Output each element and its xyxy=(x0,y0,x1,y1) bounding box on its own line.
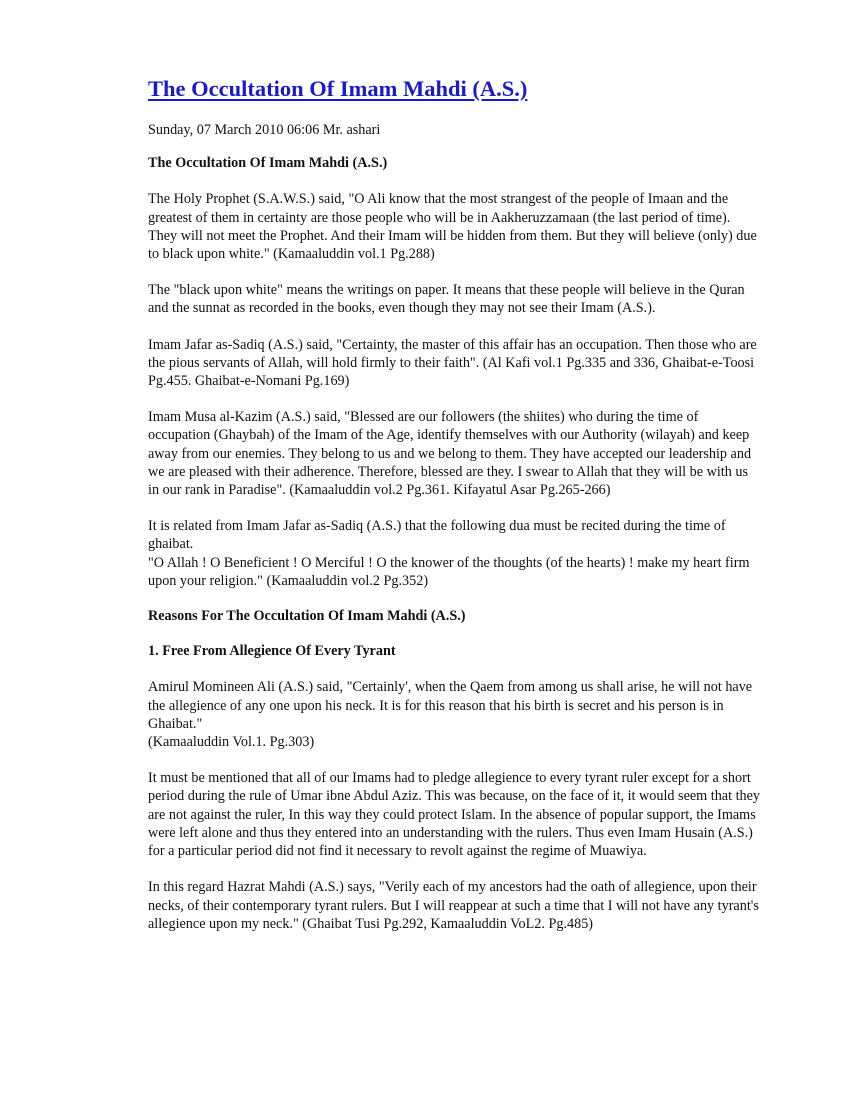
article-meta: Sunday, 07 March 2010 06:06 Mr. ashari xyxy=(148,122,381,138)
subsection-heading-1: 1. Free From Allegience Of Every Tyrant xyxy=(148,643,396,660)
paragraph-6: Amirul Momineen Ali (A.S.) said, "Certainly', when the Qaem from among us shall arise, he will not have the allegience of any one upon his neck. It is for this reason that his birth is secret and his person is in Ghaibat." xyxy=(148,679,753,732)
paragraph-6-citation: (Kamaaluddin Vol.1. Pg.303) xyxy=(148,734,315,751)
paragraph-5-dua: "O Allah ! O Beneficient ! O Merciful ! O the knower of the thoughts (of the hearts) ! make my heart firm upon your religion." (Kamaaluddin vol.2 Pg.352) xyxy=(148,554,750,589)
article-title-link[interactable]: The Occultation Of Imam Mahdi (A.S.) xyxy=(148,76,528,101)
paragraph-5-intro: It is related from Imam Jafar as-Sadiq (A.S.) that the following dua must be recited during the time of ghaibat. xyxy=(148,518,726,553)
paragraph-4: Imam Musa al-Kazim (A.S.) said, "Blessed are our followers (the shiites) who during the time of occupation (Ghaybah) of the Imam of the Age, identify themselves with our Authority (wilayah) and keep away from our enemies. They belong to us and we belong to them. They have accepted our leadership and we are pleased with their adherence. Therefore, blessed are they. I swear to Allah that they will be with us in our rank in Paradise". (Kamaaluddin vol.2 Pg.361. Kifayatul Asar Pg.265-266) xyxy=(148,409,752,499)
paragraph-3: Imam Jafar as-Sadiq (A.S.) said, "Certainty, the master of this affair has an occupation. Then those who are the pious servants of Allah, will hold firmly to their faith". (Al Kafi vol.1 Pg.335 and 336, Ghaibat-e-Toosi Pg.455. Ghaibat-e-Nomani Pg.169) xyxy=(148,336,757,390)
paragraph-1: The Holy Prophet (S.A.W.S.) said, "O Ali know that the most strangest of the people of Imaan and the greatest of them in certainty are those people who will be in Aakheruzzamaan (the last period of time). They will not meet the Prophet. And their Imam will be hidden from them. But they will believe (only) due to black upon white." (Kamaaluddin vol.1 Pg.288) xyxy=(148,191,757,263)
section-heading-reasons: Reasons For The Occultation Of Imam Mahdi (A.S.) xyxy=(148,608,466,625)
section-heading: The Occultation Of Imam Mahdi (A.S.) xyxy=(148,155,388,172)
paragraph-7: It must be mentioned that all of our Imams had to pledge allegience to every tyrant ruler except for a short period during the rule of Umar ibne Abdul Aziz. This was because, on the face of it, it would seem that they are not against the ruler, In this way they could protect Islam. In the absence of popular support, the Imams were left alone and thus they entered into an understanding with the rulers. Thus even Imam Husain (A.S.) for a particular period did not find it necessary to revolt against the regime of Muawiya. xyxy=(148,770,761,860)
paragraph-8: In this regard Hazrat Mahdi (A.S.) says, "Verily each of my ancestors had the oath of allegience, upon their necks, of their contemporary tyrant rulers. But I will reappear at such a time that I will not have any tyrant's allegience upon my neck." (Ghaibat Tusi Pg.292, Kamaaluddin VoL2. Pg.485) xyxy=(148,879,759,932)
paragraph-2: The "black upon white" means the writings on paper. It means that these people will believe in the Quran and the sunnat as recorded in the books, even though they may not see their Imam (A.S.). xyxy=(148,282,745,317)
document-page xyxy=(148,74,760,933)
